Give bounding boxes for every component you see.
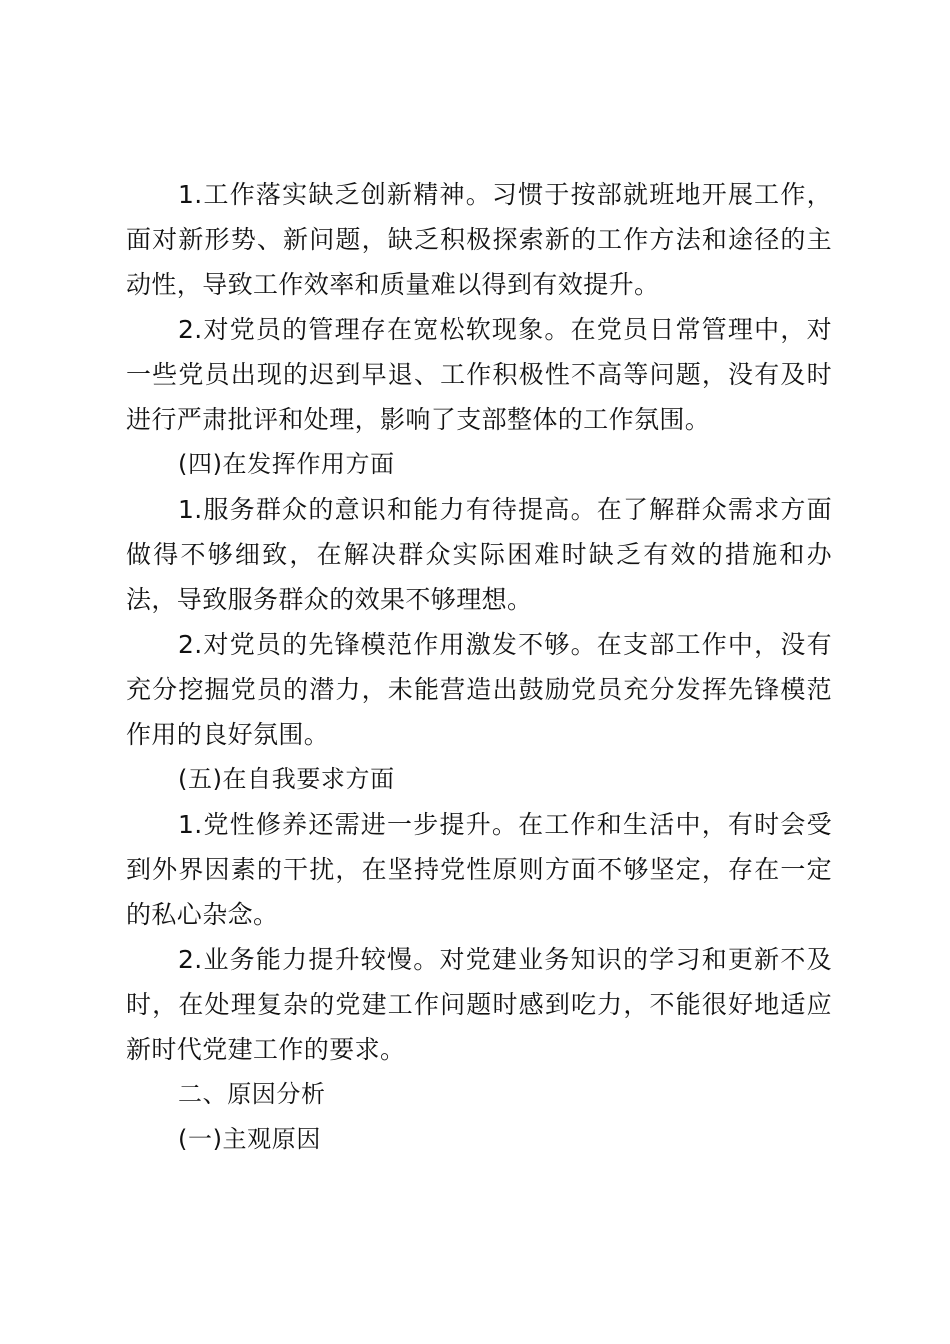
paragraph-party-spirit: 1.党性修养还需进一步提升。在工作和生活中，有时会受到外界因素的干扰，在坚持党性原则方面不够坚定，存在一定的私心杂念。 [126,810,832,929]
section-heading-role: (四)在发挥作用方面 [178,450,395,478]
paragraph-innovation: 1.工作落实缺乏创新精神。习惯于按部就班地开展工作，面对新形势、新问题，缺乏积极探索新的工作方法和途径的主动性，导致工作效率和质量难以得到有效提升。 [126,180,832,299]
section-heading-cause-analysis: 二、原因分析 [178,1080,326,1108]
section-heading-self-requirement: (五)在自我要求方面 [178,765,395,793]
paragraph-vanguard-role: 2.对党员的先锋模范作用激发不够。在支部工作中，没有充分挖掘党员的潜力，未能营造出鼓励党员充分发挥先锋模范作用的良好氛围。 [126,630,832,749]
paragraph-serving-masses: 1.服务群众的意识和能力有待提高。在了解群众需求方面做得不够细致，在解决群众实际困难时缺乏有效的措施和办法，导致服务群众的效果不够理想。 [126,495,832,614]
section-heading-subjective-causes: (一)主观原因 [178,1125,321,1153]
document-body [126,172,832,1162]
paragraph-member-management: 2.对党员的管理存在宽松软现象。在党员日常管理中，对一些党员出现的迟到早退、工作积极性不高等问题，没有及时进行严肃批评和处理，影响了支部整体的工作氛围。 [126,315,832,434]
paragraph-business-ability: 2.业务能力提升较慢。对党建业务知识的学习和更新不及时，在处理复杂的党建工作问题时感到吃力，不能很好地适应新时代党建工作的要求。 [126,945,832,1064]
